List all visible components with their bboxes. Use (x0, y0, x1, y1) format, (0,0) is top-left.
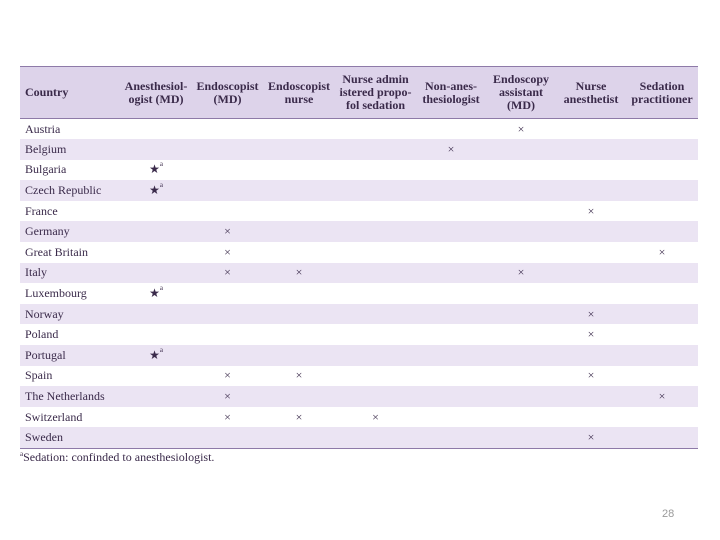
table-cell (416, 407, 486, 428)
table-cell (120, 160, 192, 181)
cross-mark (659, 389, 666, 403)
table-cell (120, 345, 192, 366)
table-cell (486, 345, 556, 366)
page-number: 28 (662, 508, 675, 520)
table-cell (192, 201, 263, 222)
country-cell: Portugal (25, 347, 66, 362)
table-row (20, 324, 698, 345)
table-cell (416, 242, 486, 263)
table-cell (263, 386, 335, 407)
table-cell (192, 386, 263, 407)
table-body (20, 119, 698, 449)
table-cell (626, 201, 698, 222)
mark-symbol: × (587, 203, 595, 218)
cross-mark (372, 410, 379, 424)
table-cell (335, 427, 416, 448)
mark-symbol: × (517, 265, 525, 280)
country-cell: Norway (25, 306, 64, 321)
table-cell (626, 242, 698, 263)
table-cell (416, 283, 486, 304)
table-cell (335, 139, 416, 160)
table-cell (192, 119, 263, 140)
table-cell (486, 263, 556, 284)
table-cell (335, 324, 416, 345)
table-cell (556, 139, 626, 160)
table-row (20, 201, 698, 222)
table-cell (416, 139, 486, 160)
table-cell (626, 304, 698, 325)
mark-symbol: × (224, 265, 231, 280)
mark-symbol: × (372, 409, 379, 424)
table-cell (120, 283, 192, 304)
table-cell (263, 160, 335, 181)
mark-symbol: × (295, 409, 303, 424)
table-cell (192, 160, 263, 181)
cross-mark (518, 265, 525, 279)
table-cell (556, 366, 626, 387)
table-cell (486, 139, 556, 160)
table-cell (192, 263, 263, 284)
table-cell (192, 324, 263, 345)
star-footnote-marker: a (159, 345, 163, 354)
table-cell (556, 160, 626, 181)
table-cell (416, 263, 486, 284)
table-cell (120, 201, 192, 222)
table-cell (120, 366, 192, 387)
cross-mark (224, 368, 231, 382)
table-cell (416, 345, 486, 366)
star-footnote-marker: a (159, 181, 163, 190)
table-cell (192, 427, 263, 448)
table-cell (335, 366, 416, 387)
table-row (20, 366, 698, 387)
table-cell (263, 221, 335, 242)
table-cell (486, 242, 556, 263)
table-cell (486, 407, 556, 428)
table-cell (120, 386, 192, 407)
table-cell (416, 119, 486, 140)
mark-symbol: × (224, 244, 231, 259)
country-cell: Austria (25, 121, 61, 136)
column-header: Nurse anesthetist (556, 67, 626, 119)
cross-mark (588, 430, 595, 444)
table-cell (626, 407, 698, 428)
cross-mark (588, 327, 595, 341)
table-cell (192, 242, 263, 263)
table-cell (416, 180, 486, 201)
table-cell (416, 201, 486, 222)
table-cell (626, 139, 698, 160)
table-cell (263, 283, 335, 304)
table-cell (192, 139, 263, 160)
table-cell (556, 345, 626, 366)
table-header-row (20, 67, 698, 119)
mark-symbol: × (295, 368, 303, 383)
table-cell (120, 221, 192, 242)
table-cell (263, 139, 335, 160)
cross-mark (588, 368, 595, 382)
country-cell: France (25, 203, 58, 218)
star-mark (149, 162, 163, 176)
table-cell (335, 345, 416, 366)
table-cell (192, 304, 263, 325)
table-cell (120, 427, 192, 448)
cross-mark (224, 389, 231, 403)
table-row (20, 427, 698, 448)
table-cell (192, 366, 263, 387)
table-cell (416, 221, 486, 242)
table-row (20, 304, 698, 325)
table-cell (626, 119, 698, 140)
star-mark (149, 345, 163, 362)
sedation-table (20, 66, 698, 449)
table-cell (335, 242, 416, 263)
table-cell (486, 427, 556, 448)
mark-symbol: × (295, 265, 303, 280)
cross-mark (296, 265, 303, 279)
table-cell (263, 242, 335, 263)
table-cell (556, 324, 626, 345)
table-cell (416, 386, 486, 407)
table-cell (192, 283, 263, 304)
mark-symbol: × (517, 121, 525, 136)
table-row (20, 386, 698, 407)
cross-mark (224, 245, 231, 259)
table-row (20, 283, 698, 304)
table-cell (556, 304, 626, 325)
table-cell (263, 345, 335, 366)
table-cell (626, 427, 698, 448)
cross-mark (296, 410, 303, 424)
table-cell (120, 119, 192, 140)
country-cell: Bulgaria (25, 162, 67, 177)
table-cell (556, 386, 626, 407)
mark-symbol: × (224, 368, 231, 383)
table-cell (556, 242, 626, 263)
table-cell (486, 160, 556, 181)
mark-symbol: × (224, 409, 231, 424)
country-cell: Great Britain (25, 244, 88, 259)
cross-mark (224, 224, 231, 238)
mark-symbol: × (658, 389, 666, 404)
country-cell: Spain (25, 368, 53, 383)
table-row (20, 180, 698, 201)
column-header: Endoscopist (MD) (192, 67, 263, 119)
cross-mark (588, 307, 595, 321)
table-row (20, 160, 698, 181)
mark-symbol: ★ (149, 183, 160, 198)
country-cell: Luxembourg (25, 286, 87, 301)
table-cell (486, 119, 556, 140)
table-cell (335, 221, 416, 242)
star-mark (149, 183, 163, 197)
table-cell (263, 304, 335, 325)
table-cell (416, 366, 486, 387)
country-cell: Sweden (25, 429, 63, 444)
column-header: Anesthesiol-ogist (MD) (120, 67, 192, 119)
mark-symbol: × (587, 429, 595, 444)
table-cell (626, 324, 698, 345)
mark-symbol: ★ (149, 347, 160, 362)
table-row (20, 263, 698, 284)
table-cell (120, 263, 192, 284)
table-cell (120, 324, 192, 345)
table-cell (556, 427, 626, 448)
mark-symbol: ★ (149, 162, 160, 177)
table-cell (486, 283, 556, 304)
table-cell (486, 386, 556, 407)
mark-symbol: × (224, 224, 231, 239)
country-cell: Belgium (25, 141, 67, 156)
mark-symbol: × (447, 141, 455, 156)
table-row (20, 407, 698, 428)
table-cell (120, 180, 192, 201)
table-cell (120, 407, 192, 428)
cross-mark (588, 204, 595, 218)
cross-mark (296, 368, 303, 382)
table-cell (556, 180, 626, 201)
table-cell (120, 139, 192, 160)
column-header: Sedation practitioner (626, 67, 698, 119)
table-cell (626, 160, 698, 181)
cross-mark (224, 410, 231, 424)
column-header: Endoscopy assistant (MD) (486, 67, 556, 119)
table-cell (192, 345, 263, 366)
cross-mark (659, 245, 666, 259)
table-cell (486, 304, 556, 325)
country-cell: Italy (25, 265, 47, 280)
table-cell (263, 427, 335, 448)
country-cell: Poland (25, 327, 59, 342)
table-cell (626, 386, 698, 407)
table-cell (263, 263, 335, 284)
mark-symbol: × (224, 389, 231, 404)
star-footnote-marker: a (159, 160, 163, 169)
table-cell (263, 324, 335, 345)
table-cell (335, 263, 416, 284)
table-cell (626, 221, 698, 242)
table-cell (556, 221, 626, 242)
column-header: Nurse admin istered propo-fol sedation (335, 67, 416, 119)
table-cell (486, 366, 556, 387)
table-cell (556, 263, 626, 284)
table-cell (556, 201, 626, 222)
country-cell: Germany (25, 224, 70, 239)
table-cell (626, 180, 698, 201)
table-cell (556, 283, 626, 304)
table-row (20, 242, 698, 263)
mark-symbol: × (587, 368, 595, 383)
table-cell (486, 221, 556, 242)
table-cell (486, 201, 556, 222)
mark-symbol: × (587, 327, 595, 342)
table-cell (335, 283, 416, 304)
table-cell (263, 119, 335, 140)
table-cell (416, 427, 486, 448)
column-header: Non-anes-thesiologist (416, 67, 486, 119)
table-cell (486, 180, 556, 201)
table-cell (335, 180, 416, 201)
mark-symbol: × (587, 306, 595, 321)
country-cell: Switzerland (25, 409, 83, 424)
cross-mark (448, 142, 455, 156)
cross-mark (518, 122, 525, 136)
footnote-text: Sedation: confinded to anesthesiologist. (23, 450, 215, 464)
table-cell (626, 283, 698, 304)
table-cell (626, 366, 698, 387)
table-cell (416, 160, 486, 181)
table-cell (556, 407, 626, 428)
table-cell (416, 304, 486, 325)
country-cell: The Netherlands (25, 389, 105, 404)
star-mark (149, 286, 163, 300)
footnote-marker: a (20, 450, 24, 458)
mark-symbol: ★ (149, 286, 160, 301)
column-header: Country (20, 67, 120, 119)
table-cell (416, 324, 486, 345)
table-cell (263, 180, 335, 201)
cross-mark (224, 265, 231, 279)
table-cell (192, 221, 263, 242)
table-cell (120, 304, 192, 325)
table-cell (263, 366, 335, 387)
table-cell (263, 201, 335, 222)
table-cell (120, 242, 192, 263)
table-cell (335, 160, 416, 181)
table-row (20, 221, 698, 242)
table-cell (556, 119, 626, 140)
table-row (20, 345, 698, 366)
table-cell (192, 180, 263, 201)
table-cell (335, 119, 416, 140)
table-cell (192, 407, 263, 428)
table-cell (626, 263, 698, 284)
country-cell: Czech Republic (25, 183, 102, 198)
footnote (20, 450, 214, 465)
table-cell (335, 407, 416, 428)
table-cell (486, 324, 556, 345)
table-cell (335, 201, 416, 222)
table-cell (335, 386, 416, 407)
column-header: Endoscopist nurse (263, 67, 335, 119)
table-cell (626, 345, 698, 366)
mark-symbol: × (658, 244, 666, 259)
table-cell (335, 304, 416, 325)
table-cell (263, 407, 335, 428)
table-row (20, 139, 698, 160)
table-row (20, 119, 698, 140)
star-footnote-marker: a (159, 284, 163, 293)
